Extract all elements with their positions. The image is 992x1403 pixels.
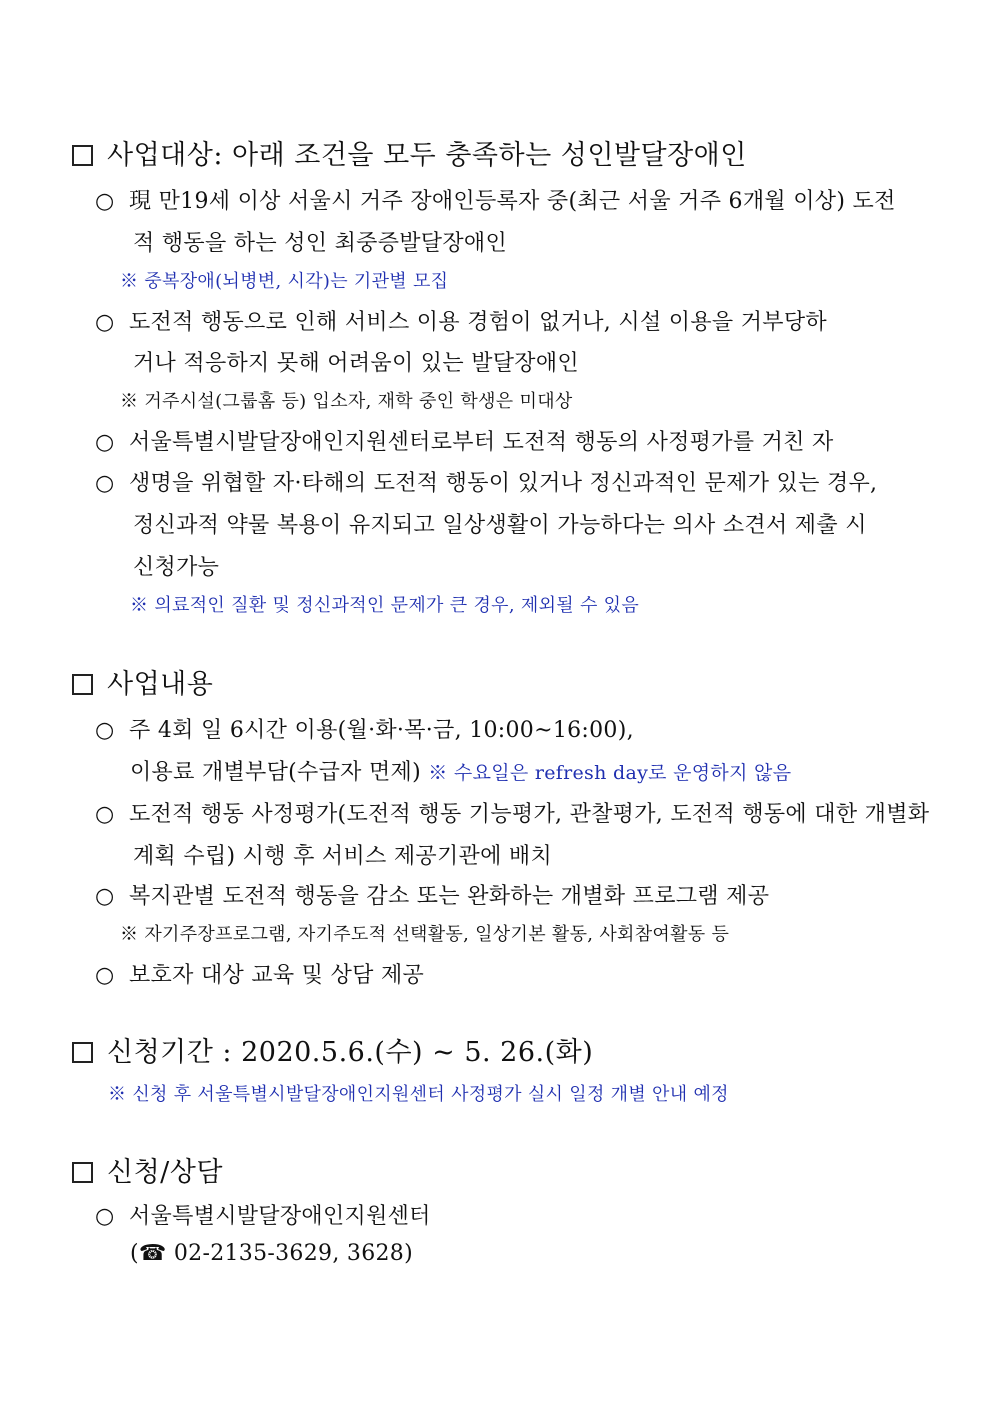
section-heading-target: 사업대상: 아래 조건을 모두 충족하는 성인발달장애인 xyxy=(72,133,747,172)
note: ※ 중복장애(뇌병변, 시각)는 기관별 모집 xyxy=(120,271,449,292)
circle-bullet-icon: ○ xyxy=(95,189,115,214)
section-heading-period: 신청기간 : 2020.5.6.(수) ~ 5. 26.(화) xyxy=(72,1030,593,1069)
circle-bullet-icon: ○ xyxy=(95,471,115,496)
circle-bullet-icon: ○ xyxy=(95,884,115,909)
bullet-item: ○ 생명을 위협할 자·타해의 도전적 행동이 있거나 정신과적인 문제가 있는 경우, xyxy=(95,471,878,496)
bullet-item: ○ 現 만19세 이상 서울시 거주 장애인등록자 중(최근 서울 거주 6개월 이상) 도전 xyxy=(95,189,896,214)
checkbox-square-icon xyxy=(72,674,93,695)
bullet-continuation: 신청가능 xyxy=(133,555,220,580)
circle-bullet-icon: ○ xyxy=(95,963,115,988)
bullet-continuation: 이용료 개별부담(수급자 면제) ※ 수요일은 refresh day로 운영하지 않음 xyxy=(130,760,792,785)
checkbox-square-icon xyxy=(72,1042,93,1063)
bullet-item: ○ 보호자 대상 교육 및 상담 제공 xyxy=(95,963,425,988)
circle-bullet-icon: ○ xyxy=(95,718,115,743)
bullet-continuation: 적 행동을 하는 성인 최중증발달장애인 xyxy=(133,231,508,256)
note: ※ 의료적인 질환 및 정신과적인 문제가 큰 경우, 제외될 수 있음 xyxy=(130,595,640,616)
checkbox-square-icon xyxy=(72,145,93,166)
bullet-item: ○ 도전적 행동 사정평가(도전적 행동 기능평가, 관찰평가, 도전적 행동에 대한 개별화 xyxy=(95,802,930,827)
note: ※ 거주시설(그룹홈 등) 입소자, 재학 중인 학생은 미대상 xyxy=(120,391,573,412)
circle-bullet-icon: ○ xyxy=(95,430,115,455)
circle-bullet-icon: ○ xyxy=(95,310,115,335)
inline-note: ※ 수요일은 refresh day로 운영하지 않음 xyxy=(428,762,792,784)
section-heading-content: 사업내용 xyxy=(72,662,213,701)
circle-bullet-icon: ○ xyxy=(95,802,115,827)
bullet-continuation: 거나 적응하지 못해 어려움이 있는 발달장애인 xyxy=(133,351,579,376)
checkbox-square-icon xyxy=(72,1162,93,1183)
bullet-continuation: 정신과적 약물 복용이 유지되고 일상생활이 가능하다는 의사 소견서 제출 시 xyxy=(133,513,867,538)
note: ※ 신청 후 서울특별시발달장애인지원센터 사정평가 실시 일정 개별 안내 예정 xyxy=(108,1084,729,1105)
section-heading-apply: 신청/상담 xyxy=(72,1150,223,1189)
bullet-item: ○ 서울특별시발달장애인지원센터 xyxy=(95,1204,431,1229)
bullet-item: ○ 서울특별시발달장애인지원센터로부터 도전적 행동의 사정평가를 거친 자 xyxy=(95,430,834,455)
circle-bullet-icon: ○ xyxy=(95,1204,115,1229)
phone-number: (☎ 02-2135-3629, 3628) xyxy=(130,1241,413,1266)
bullet-continuation: 계획 수립) 시행 후 서비스 제공기관에 배치 xyxy=(133,844,553,869)
note: ※ 자기주장프로그램, 자기주도적 선택활동, 일상기본 활동, 사회참여활동 등 xyxy=(120,924,730,945)
bullet-item: ○ 복지관별 도전적 행동을 감소 또는 완화하는 개별화 프로그램 제공 xyxy=(95,884,770,909)
bullet-item: ○ 도전적 행동으로 인해 서비스 이용 경험이 없거나, 시설 이용을 거부당하 xyxy=(95,310,827,335)
bullet-item: ○ 주 4회 일 6시간 이용(월·화·목·금, 10:00~16:00), xyxy=(95,718,634,743)
